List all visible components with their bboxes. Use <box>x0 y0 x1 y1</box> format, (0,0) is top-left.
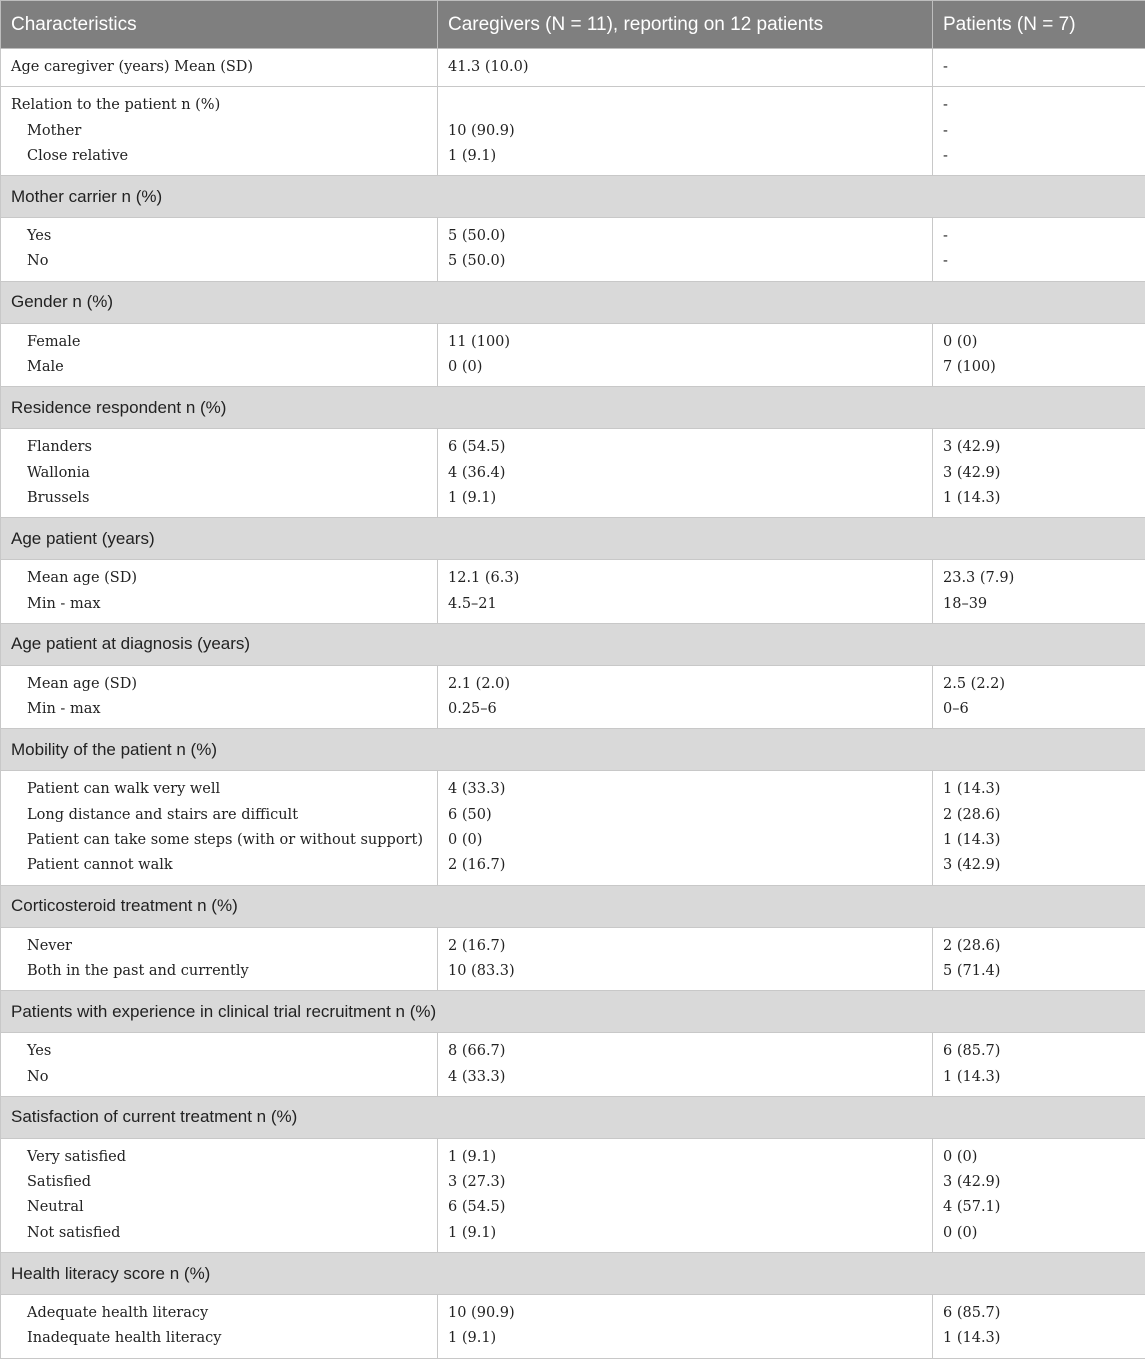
cell-value: 6 (85.7) <box>943 1039 1135 1064</box>
row-label: Close relative <box>11 144 427 169</box>
cell-value: 3 (42.9) <box>943 435 1135 460</box>
table-row <box>1 665 1145 729</box>
cell-value: 4.5–21 <box>448 592 922 617</box>
cell-value: 6 (54.5) <box>448 435 922 460</box>
cell-value: 41.3 (10.0) <box>448 55 922 80</box>
patients-cell <box>933 1033 1145 1097</box>
table-row <box>1 927 1145 991</box>
section-label: Mobility of the patient n (%) <box>1 729 1145 771</box>
row-label: Yes <box>11 224 427 249</box>
table-row <box>1 323 1145 387</box>
cell-value: 5 (71.4) <box>943 959 1135 984</box>
caregivers-cell <box>438 49 933 87</box>
patients-cell <box>933 323 1145 387</box>
cell-value: - <box>943 144 1135 169</box>
cell-value: - <box>943 119 1135 144</box>
header-characteristics: Characteristics <box>1 1 438 49</box>
patients-cell <box>933 927 1145 991</box>
table-body <box>1 49 1145 1359</box>
cell-value: 18–39 <box>943 592 1135 617</box>
cell-value: - <box>943 249 1135 274</box>
row-label: Mean age (SD) <box>11 566 427 591</box>
cell-value: 1 (9.1) <box>448 1145 922 1170</box>
cell-value: 12.1 (6.3) <box>448 566 922 591</box>
row-label: Both in the past and currently <box>11 959 427 984</box>
row-label: Satisfied <box>11 1170 427 1195</box>
characteristic-cell <box>1 1138 438 1252</box>
section-row <box>1 387 1145 429</box>
cell-value: 1 (14.3) <box>943 777 1135 802</box>
row-label: Never <box>11 934 427 959</box>
header-row <box>1 1 1145 49</box>
section-row <box>1 518 1145 560</box>
row-label: Age caregiver (years) Mean (SD) <box>11 55 427 80</box>
cell-value: 1 (9.1) <box>448 144 922 169</box>
cell-value: 0 (0) <box>943 1145 1135 1170</box>
characteristic-cell <box>1 560 438 624</box>
caregivers-cell <box>438 560 933 624</box>
cell-value: 0–6 <box>943 697 1135 722</box>
header-patients: Patients (N = 7) <box>933 1 1145 49</box>
row-label: Inadequate health literacy <box>11 1326 427 1351</box>
characteristic-cell <box>1 665 438 729</box>
cell-value: 2.1 (2.0) <box>448 672 922 697</box>
table-row <box>1 49 1145 87</box>
characteristic-cell <box>1 429 438 518</box>
patients-cell <box>933 560 1145 624</box>
row-label: Mean age (SD) <box>11 672 427 697</box>
row-label: Min - max <box>11 697 427 722</box>
row-label: Female <box>11 330 427 355</box>
cell-value: 0 (0) <box>448 828 922 853</box>
patients-cell <box>933 49 1145 87</box>
row-label: Male <box>11 355 427 380</box>
caregivers-cell <box>438 1295 933 1359</box>
section-row <box>1 729 1145 771</box>
cell-value: 2 (28.6) <box>943 803 1135 828</box>
table-row <box>1 1138 1145 1252</box>
characteristic-cell <box>1 1033 438 1097</box>
caregivers-cell <box>438 1138 933 1252</box>
table-row <box>1 1295 1145 1359</box>
cell-value: 1 (9.1) <box>448 486 922 511</box>
caregivers-cell <box>438 927 933 991</box>
cell-value: 23.3 (7.9) <box>943 566 1135 591</box>
table-row <box>1 560 1145 624</box>
row-label: No <box>11 249 427 274</box>
section-label: Age patient (years) <box>1 518 1145 560</box>
cell-value: 1 (9.1) <box>448 1326 922 1351</box>
caregivers-cell <box>438 87 933 176</box>
cell-value: - <box>943 224 1135 249</box>
cell-value: 0 (0) <box>943 1221 1135 1246</box>
cell-value: 1 (14.3) <box>943 1065 1135 1090</box>
cell-value: 8 (66.7) <box>448 1039 922 1064</box>
cell-value: 6 (85.7) <box>943 1301 1135 1326</box>
row-label: Relation to the patient n (%) <box>11 93 427 118</box>
cell-value: 0 (0) <box>448 355 922 380</box>
section-row <box>1 991 1145 1033</box>
row-label: Patient can walk very well <box>11 777 427 802</box>
cell-value: 2.5 (2.2) <box>943 672 1135 697</box>
cell-value: 4 (57.1) <box>943 1195 1135 1220</box>
characteristic-cell <box>1 323 438 387</box>
characteristic-cell <box>1 1295 438 1359</box>
row-label: Not satisfied <box>11 1221 427 1246</box>
section-label: Health literacy score n (%) <box>1 1253 1145 1295</box>
cell-value: 3 (42.9) <box>943 461 1135 486</box>
section-label: Mother carrier n (%) <box>1 176 1145 218</box>
cell-value: 7 (100) <box>943 355 1135 380</box>
table-row <box>1 1033 1145 1097</box>
section-label: Age patient at diagnosis (years) <box>1 623 1145 665</box>
cell-value: 4 (33.3) <box>448 1065 922 1090</box>
section-label: Patients with experience in clinical trial recruitment n (%) <box>1 991 1145 1033</box>
cell-value: 0 (0) <box>943 330 1135 355</box>
cell-value: 5 (50.0) <box>448 249 922 274</box>
patients-cell <box>933 1138 1145 1252</box>
patients-cell <box>933 771 1145 885</box>
cell-value: 4 (33.3) <box>448 777 922 802</box>
row-label: Flanders <box>11 435 427 460</box>
characteristic-cell <box>1 49 438 87</box>
section-label: Residence respondent n (%) <box>1 387 1145 429</box>
cell-value: 10 (90.9) <box>448 1301 922 1326</box>
section-row <box>1 1096 1145 1138</box>
patients-cell <box>933 429 1145 518</box>
cell-value <box>448 93 922 118</box>
caregivers-cell <box>438 429 933 518</box>
cell-value: 6 (54.5) <box>448 1195 922 1220</box>
cell-value: 10 (90.9) <box>448 119 922 144</box>
section-label: Corticosteroid treatment n (%) <box>1 885 1145 927</box>
cell-value: 6 (50) <box>448 803 922 828</box>
row-label: Neutral <box>11 1195 427 1220</box>
cell-value: 2 (28.6) <box>943 934 1135 959</box>
cell-value: - <box>943 55 1135 80</box>
row-label: Long distance and stairs are difficult <box>11 803 427 828</box>
cell-value: 2 (16.7) <box>448 853 922 878</box>
cell-value: 1 (14.3) <box>943 1326 1135 1351</box>
cell-value: 1 (14.3) <box>943 828 1135 853</box>
table-row <box>1 429 1145 518</box>
cell-value: 3 (27.3) <box>448 1170 922 1195</box>
cell-value: 4 (36.4) <box>448 461 922 486</box>
row-label: Brussels <box>11 486 427 511</box>
cell-value: - <box>943 93 1135 118</box>
cell-value: 1 (14.3) <box>943 486 1135 511</box>
row-label: Wallonia <box>11 461 427 486</box>
section-row <box>1 885 1145 927</box>
table-row <box>1 87 1145 176</box>
row-label: Mother <box>11 119 427 144</box>
characteristic-cell <box>1 771 438 885</box>
section-label: Gender n (%) <box>1 281 1145 323</box>
row-label: Min - max <box>11 592 427 617</box>
table-row <box>1 218 1145 282</box>
characteristic-cell <box>1 927 438 991</box>
cell-value: 11 (100) <box>448 330 922 355</box>
section-row <box>1 623 1145 665</box>
header-caregivers: Caregivers (N = 11), reporting on 12 patients <box>438 1 933 49</box>
patients-cell <box>933 218 1145 282</box>
section-row <box>1 1253 1145 1295</box>
section-row <box>1 176 1145 218</box>
cell-value: 2 (16.7) <box>448 934 922 959</box>
characteristic-cell <box>1 218 438 282</box>
row-label: Very satisfied <box>11 1145 427 1170</box>
caregivers-cell <box>438 323 933 387</box>
row-label: Yes <box>11 1039 427 1064</box>
row-label: Patient cannot walk <box>11 853 427 878</box>
section-label: Satisfaction of current treatment n (%) <box>1 1096 1145 1138</box>
cell-value: 1 (9.1) <box>448 1221 922 1246</box>
patients-cell <box>933 665 1145 729</box>
caregivers-cell <box>438 771 933 885</box>
table-row <box>1 771 1145 885</box>
caregivers-cell <box>438 1033 933 1097</box>
row-label: Adequate health literacy <box>11 1301 427 1326</box>
characteristic-cell <box>1 87 438 176</box>
row-label: Patient can take some steps (with or without support) <box>11 828 427 853</box>
patients-cell <box>933 87 1145 176</box>
cell-value: 3 (42.9) <box>943 853 1135 878</box>
cell-value: 3 (42.9) <box>943 1170 1135 1195</box>
caregivers-cell <box>438 218 933 282</box>
row-label: No <box>11 1065 427 1090</box>
cell-value: 10 (83.3) <box>448 959 922 984</box>
cell-value: 5 (50.0) <box>448 224 922 249</box>
caregivers-cell <box>438 665 933 729</box>
patients-cell <box>933 1295 1145 1359</box>
cell-value: 0.25–6 <box>448 697 922 722</box>
section-row <box>1 281 1145 323</box>
